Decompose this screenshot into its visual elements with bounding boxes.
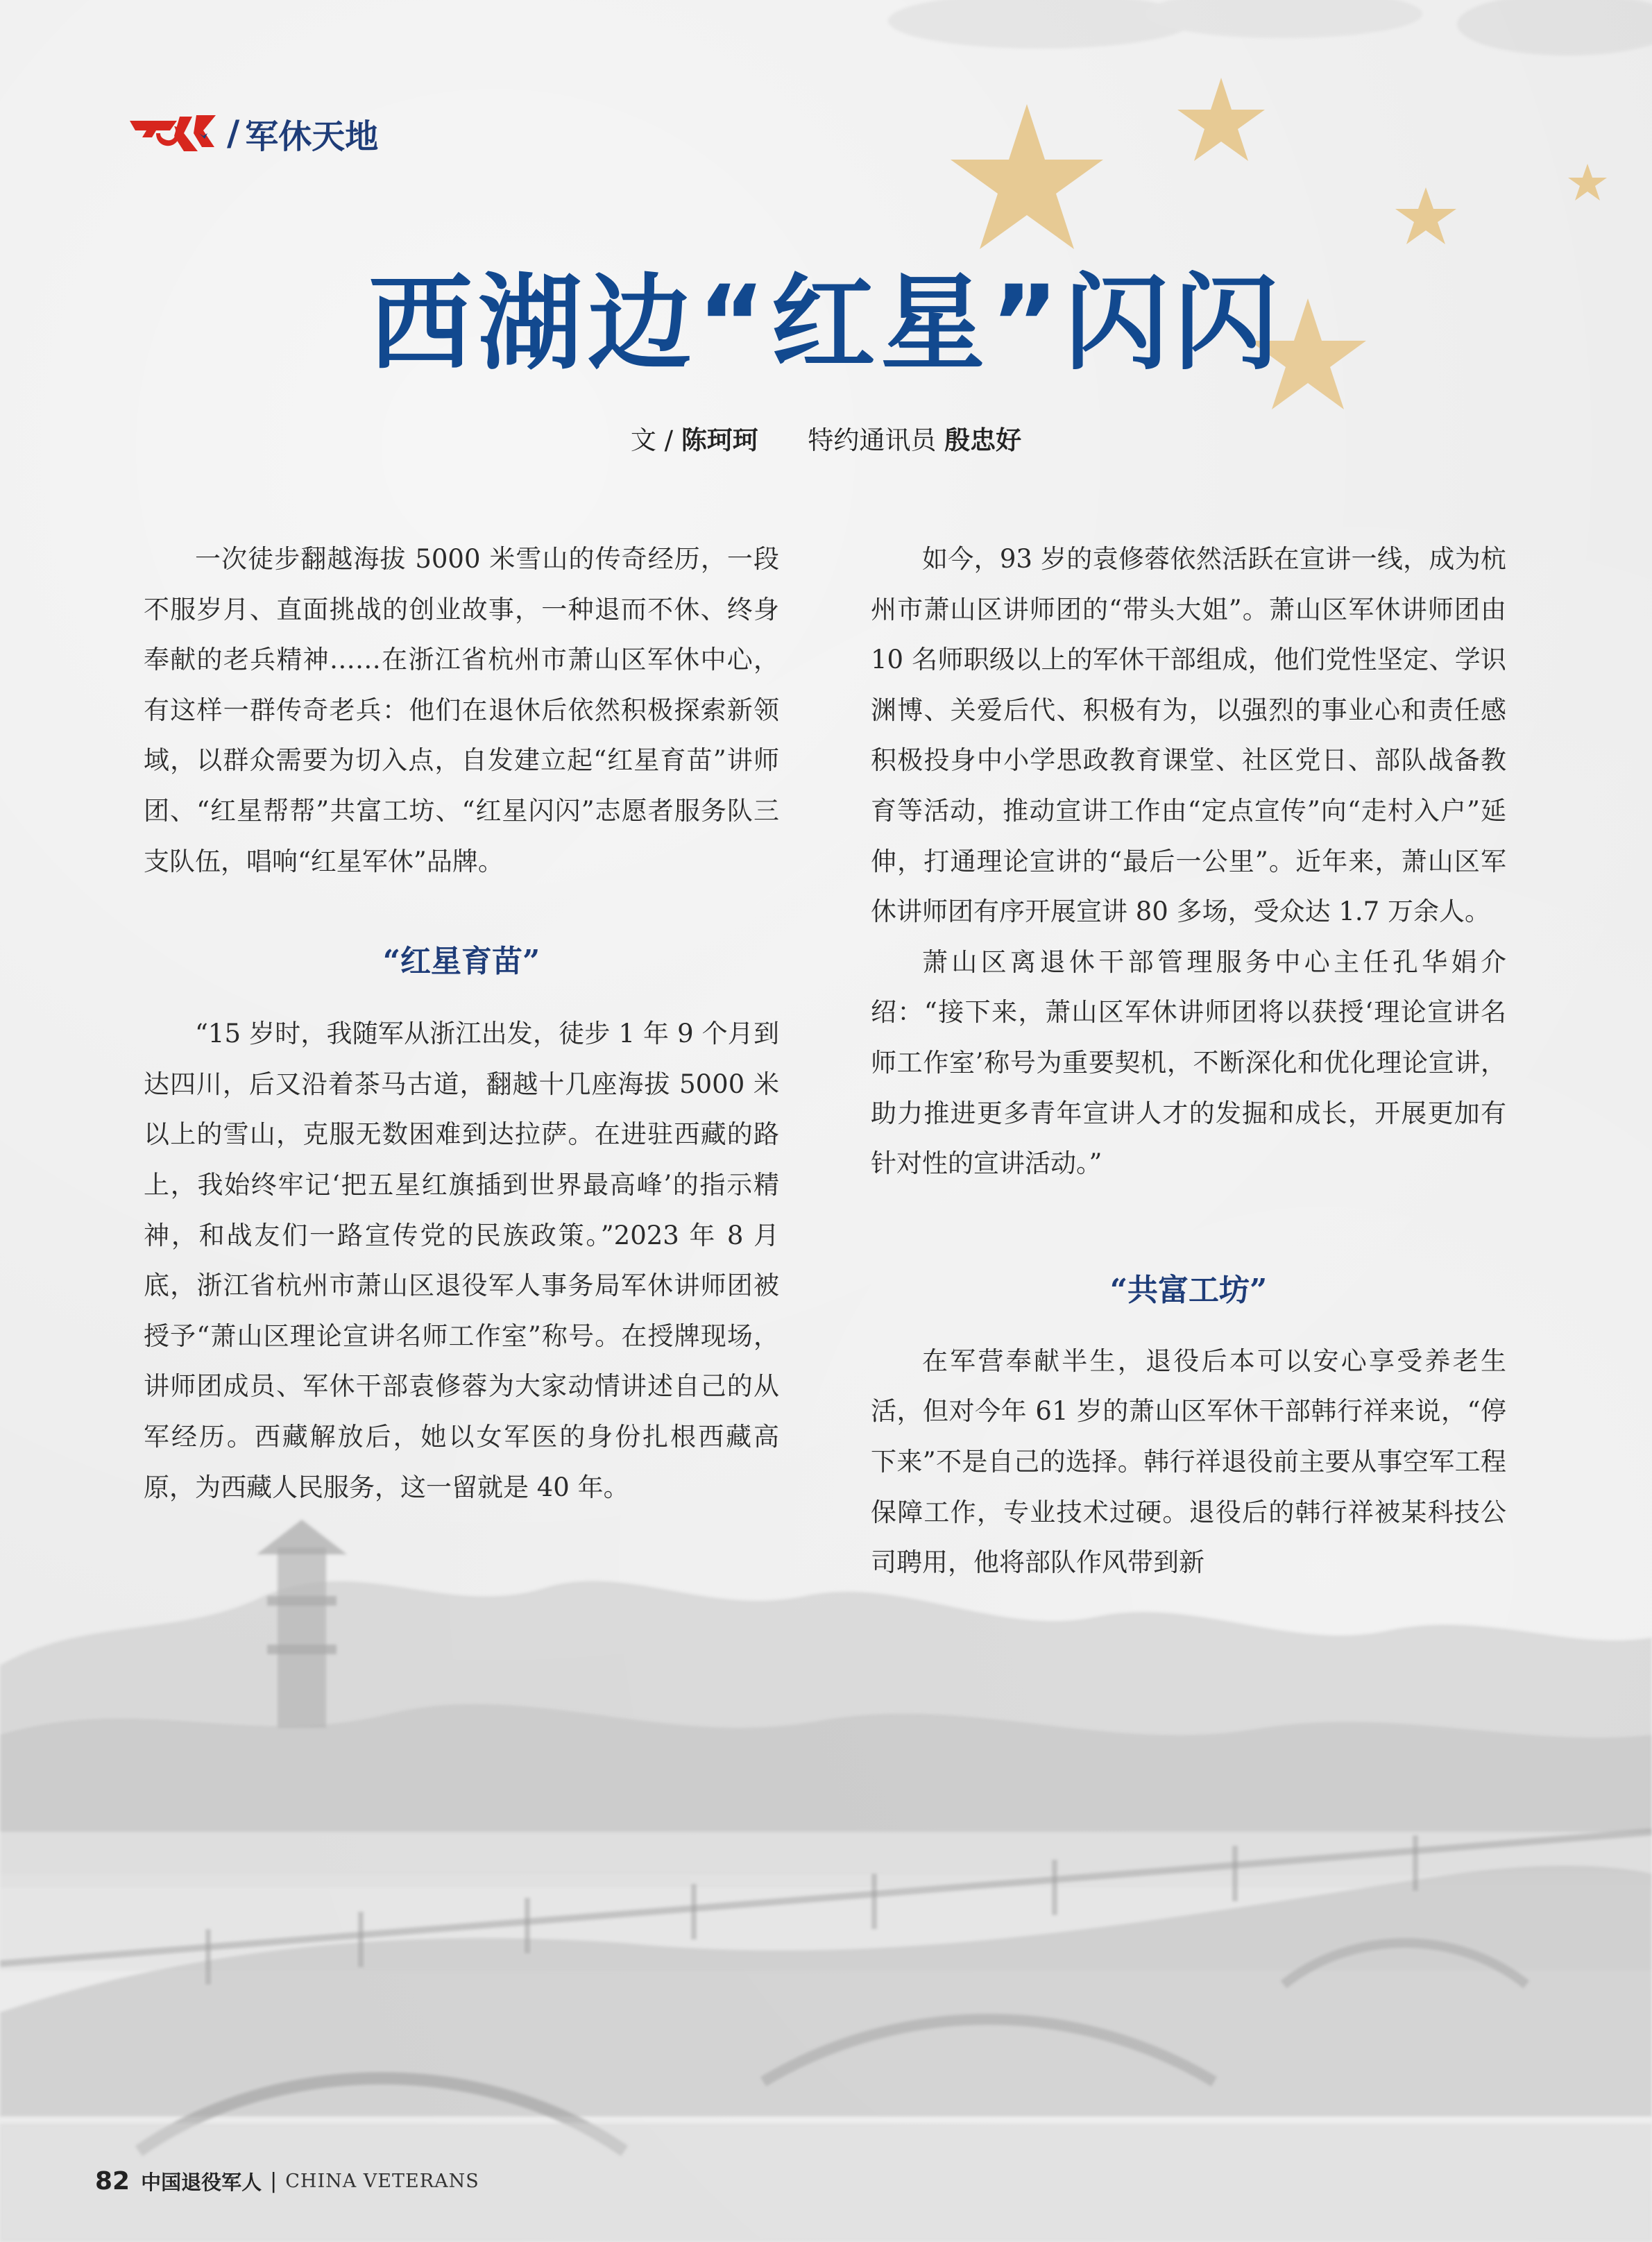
section-name: 军休天地 <box>245 117 379 156</box>
magazine-name-cn: 中国退役军人 <box>141 2170 262 2194</box>
west-lake-scenery <box>0 1520 1652 2242</box>
byline <box>0 419 1652 457</box>
byline-prefix: 文 / <box>630 425 674 455</box>
subheading-hongxing-yumiao: “红星育苗” <box>382 944 540 980</box>
footer-separator: | <box>270 2168 278 2193</box>
magazine-name-en: CHINA VETERANS <box>285 2170 479 2192</box>
byline-author: 陈珂珂 <box>681 425 758 455</box>
paragraph-hongxing-yumiao: “15 岁时，我随军从浙江出发，徒步 1 年 9 个月到达四川，后又沿着茶马古道，翻越十几座海拔 5000 米以上的雪山，克服无数困难到达拉萨。在进驻西藏的路上，我始终牢记‘把五星红旗插到世界最高峰’的指示精神，和战友们一路宣传党的民族政策。”2023 年 8 月底，浙江省杭州市萧山区退役军人事务局军休讲师团被授予“萧山区理论宣讲名师工作室”称号。在授牌现场，讲师团成员、军休干部袁修蓉为大家动情讲述自己的从军经历。西藏解放后，她以女军医的身份扎根西藏高原，为西藏人民服务，这一留就是 40 年。 <box>144 1019 779 1502</box>
page-footer <box>95 2164 479 2198</box>
right-column <box>871 534 1506 1588</box>
intro-paragraph: 一次徒步翻越海拔 5000 米雪山的传奇经历，一段不服岁月、直面挑战的创业故事，一种退而不休、终身奉献的老兵精神……在浙江省杭州市萧山区军休中心，有这样一群传奇老兵：他们在退休后依然积极探索新领域，以群众需要为切入点，自发建立起“红星育苗”讲师团、“红星帮帮”共富工坊、“红星闪闪”志愿者服务队三支队伍，唱响“红星军休”品牌。 <box>144 544 779 876</box>
paragraph-kong-huajuan: 萧山区离退休干部管理服务中心主任孔华娟介绍：“接下来，萧山区军休讲师团将以获授‘理论宣讲名师工作室’称号为重要契机，不断深化和优化理论宣讲，助力推进更多青年宣讲人才的发掘和成长，开展更加有针对性的宣讲活动。” <box>871 946 1506 1179</box>
top-texture <box>888 0 1652 56</box>
page-number: 82 <box>95 2166 130 2196</box>
paragraph-yuan-xiurong: 如今，93 岁的袁修蓉依然活跃在宣讲一线，成为杭州市萧山区讲师团的“带头大姐”。萧山区军休讲师团由 10 名师职级以上的军休干部组成，他们党性坚定、学识渊博、关爱后代、积极有为，以强烈的事业心和责任感积极投身中小学思政教育课堂、社区党日、部队战备教育等活动，推动宣讲工作由“定点宣传”向“走村入户”延伸，打通理论宣讲的“最后一公里”。近年来，萧山区军休讲师团有序开展宣讲 80 多场，受众达 1.7 万余人。 <box>871 544 1506 927</box>
star-icon-large <box>951 104 1103 249</box>
byline-role: 特约通讯员 <box>808 425 937 455</box>
paragraph-han-xingxiang: 在军营奉献半生，退役后本可以安心享受养老生活，但对今年 61 岁的萧山区军休干部韩行祥来说，“停下来”不是自己的选择。韩行祥退役前主要从事空军工程保障工作，专业技术过硬。退役后的韩行祥被某科技公司聘用，他将部队作风带到新 <box>871 1345 1506 1578</box>
star-icon-small <box>1395 187 1456 244</box>
subheading-gongfu-gongfang: “共富工坊” <box>1109 1272 1268 1308</box>
section-label <box>128 105 378 161</box>
star-icon-tiny <box>1568 164 1607 201</box>
byline-correspondent: 殷忠好 <box>944 425 1022 455</box>
section-slash: / <box>227 113 240 153</box>
left-column <box>144 534 779 1513</box>
article-title: 西湖边“红星”闪闪 <box>368 264 1284 384</box>
veterans-logo-icon <box>128 105 219 161</box>
star-icon-top-right <box>1177 78 1265 161</box>
